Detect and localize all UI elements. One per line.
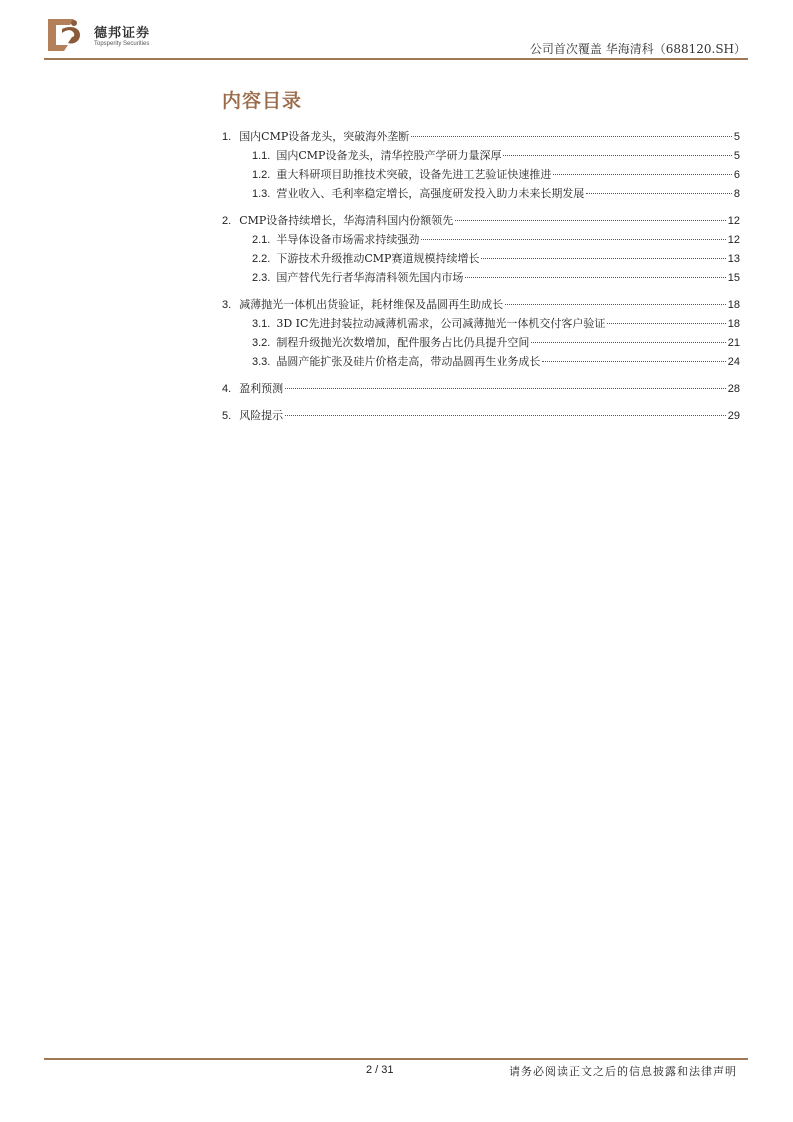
toc-entry-number: 4. — [222, 383, 232, 395]
toc-entry-page: 29 — [727, 410, 740, 422]
toc-entry-page: 28 — [727, 383, 740, 395]
logo-text-cn: 德邦证券 — [94, 26, 151, 41]
toc-entry-number: 3.1. — [252, 318, 271, 330]
toc-entry[interactable] — [222, 407, 740, 426]
toc-entry-page: 5 — [733, 131, 740, 143]
toc-entry-page: 13 — [727, 253, 740, 265]
table-of-contents — [222, 128, 740, 434]
toc-entry-number: 2.2. — [252, 253, 271, 265]
toc-entry-title: 减薄抛光一体机出货验证，耗材维保及晶圆再生助成长 — [239, 298, 504, 311]
toc-entry-title: 重大科研项目助推技术突破，设备先进工艺验证快速推进 — [276, 168, 552, 181]
toc-entry-title: 半导体设备市场需求持续强劲 — [276, 233, 420, 246]
toc-entry-title: 晶圆产能扩张及硅片价格走高，带动晶圆再生业务成长 — [276, 355, 541, 368]
toc-leader-dots — [421, 239, 725, 240]
toc-leader-dots — [503, 155, 731, 156]
toc-entry[interactable] — [222, 128, 740, 147]
toc-subentry[interactable] — [222, 250, 740, 269]
toc-entry-page: 24 — [727, 356, 740, 368]
toc-entry-number: 2. — [222, 215, 232, 227]
toc-entry-page: 18 — [727, 318, 740, 330]
toc-subentry[interactable] — [222, 166, 740, 185]
toc-section-1 — [222, 128, 740, 204]
toc-subentry[interactable] — [222, 231, 740, 250]
toc-entry-page: 21 — [727, 337, 740, 349]
toc-leader-dots — [505, 304, 726, 305]
toc-entry-number: 2.3. — [252, 272, 271, 284]
toc-subentry[interactable] — [222, 353, 740, 372]
toc-entry-page: 8 — [733, 188, 740, 200]
toc-entry-number: 2.1. — [252, 234, 271, 246]
toc-entry-page: 18 — [727, 299, 740, 311]
toc-leader-dots — [542, 361, 725, 362]
toc-entry-page: 15 — [727, 272, 740, 284]
toc-title: 内容目录 — [222, 90, 303, 112]
toc-subentry[interactable] — [222, 269, 740, 288]
toc-entry-title: 营业收入、毛利率稳定增长，高强度研发投入助力未来长期发展 — [276, 187, 585, 200]
report-info: 公司首次覆盖 华海清科（688120.SH） — [529, 42, 746, 56]
toc-leader-dots — [465, 277, 725, 278]
toc-subentry[interactable] — [222, 334, 740, 353]
toc-leader-dots — [481, 258, 725, 259]
toc-entry-title: 风险提示 — [239, 409, 284, 422]
disclaimer-text: 请务必阅读正文之后的信息披露和法律声明 — [509, 1065, 737, 1078]
toc-subentry[interactable] — [222, 185, 740, 204]
toc-entry-title: 国内CMP设备龙头，突破海外垄断 — [239, 130, 410, 143]
toc-entry[interactable] — [222, 212, 740, 231]
toc-leader-dots — [586, 193, 732, 194]
page-indicator: 2 / 31 — [366, 1064, 394, 1076]
toc-entry-title: 制程升级抛光次数增加，配件服务占比仍具提升空间 — [276, 336, 530, 349]
toc-entry-title: 国内CMP设备龙头，清华控股产学研力量深厚 — [276, 149, 502, 162]
toc-entry-number: 3. — [222, 299, 232, 311]
toc-entry-page: 5 — [733, 150, 740, 162]
logo-mark-icon — [44, 15, 84, 53]
toc-leader-dots — [285, 415, 726, 416]
toc-entry-title: CMP设备持续增长，华海清科国内份额领先 — [239, 214, 454, 227]
logo-text-en: Topsperity Securities — [94, 41, 150, 47]
toc-section-5 — [222, 407, 740, 426]
toc-entry-number: 1. — [222, 131, 232, 143]
toc-entry-title: 3D IC先进封装拉动减薄机需求，公司减薄抛光一体机交付客户验证 — [276, 317, 606, 330]
toc-entry-number: 3.2. — [252, 337, 271, 349]
footer-divider — [44, 1058, 748, 1060]
toc-leader-dots — [553, 174, 732, 175]
toc-entry-title: 下游技术升级推动CMP赛道规模持续增长 — [276, 252, 480, 265]
toc-entry-number: 1.1. — [252, 150, 271, 162]
toc-entry-page: 12 — [727, 215, 740, 227]
toc-entry-number: 1.2. — [252, 169, 271, 181]
toc-section-4 — [222, 380, 740, 399]
toc-entry-page: 6 — [733, 169, 740, 181]
toc-leader-dots — [531, 342, 725, 343]
toc-leader-dots — [455, 220, 725, 221]
toc-leader-dots — [285, 388, 726, 389]
toc-subentry[interactable] — [222, 315, 740, 334]
company-logo — [44, 15, 174, 53]
toc-subentry[interactable] — [222, 147, 740, 166]
toc-entry-page: 12 — [727, 234, 740, 246]
toc-leader-dots — [607, 323, 725, 324]
toc-entry-title: 国产替代先行者华海清科领先国内市场 — [276, 271, 464, 284]
toc-entry-number: 5. — [222, 410, 232, 422]
toc-entry-number: 1.3. — [252, 188, 271, 200]
toc-entry-title: 盈利预测 — [239, 382, 284, 395]
toc-entry[interactable] — [222, 380, 740, 399]
header-divider — [44, 58, 748, 60]
toc-leader-dots — [411, 136, 732, 137]
toc-section-2 — [222, 212, 740, 288]
toc-entry-number: 3.3. — [252, 356, 271, 368]
toc-entry[interactable] — [222, 296, 740, 315]
toc-section-3 — [222, 296, 740, 372]
